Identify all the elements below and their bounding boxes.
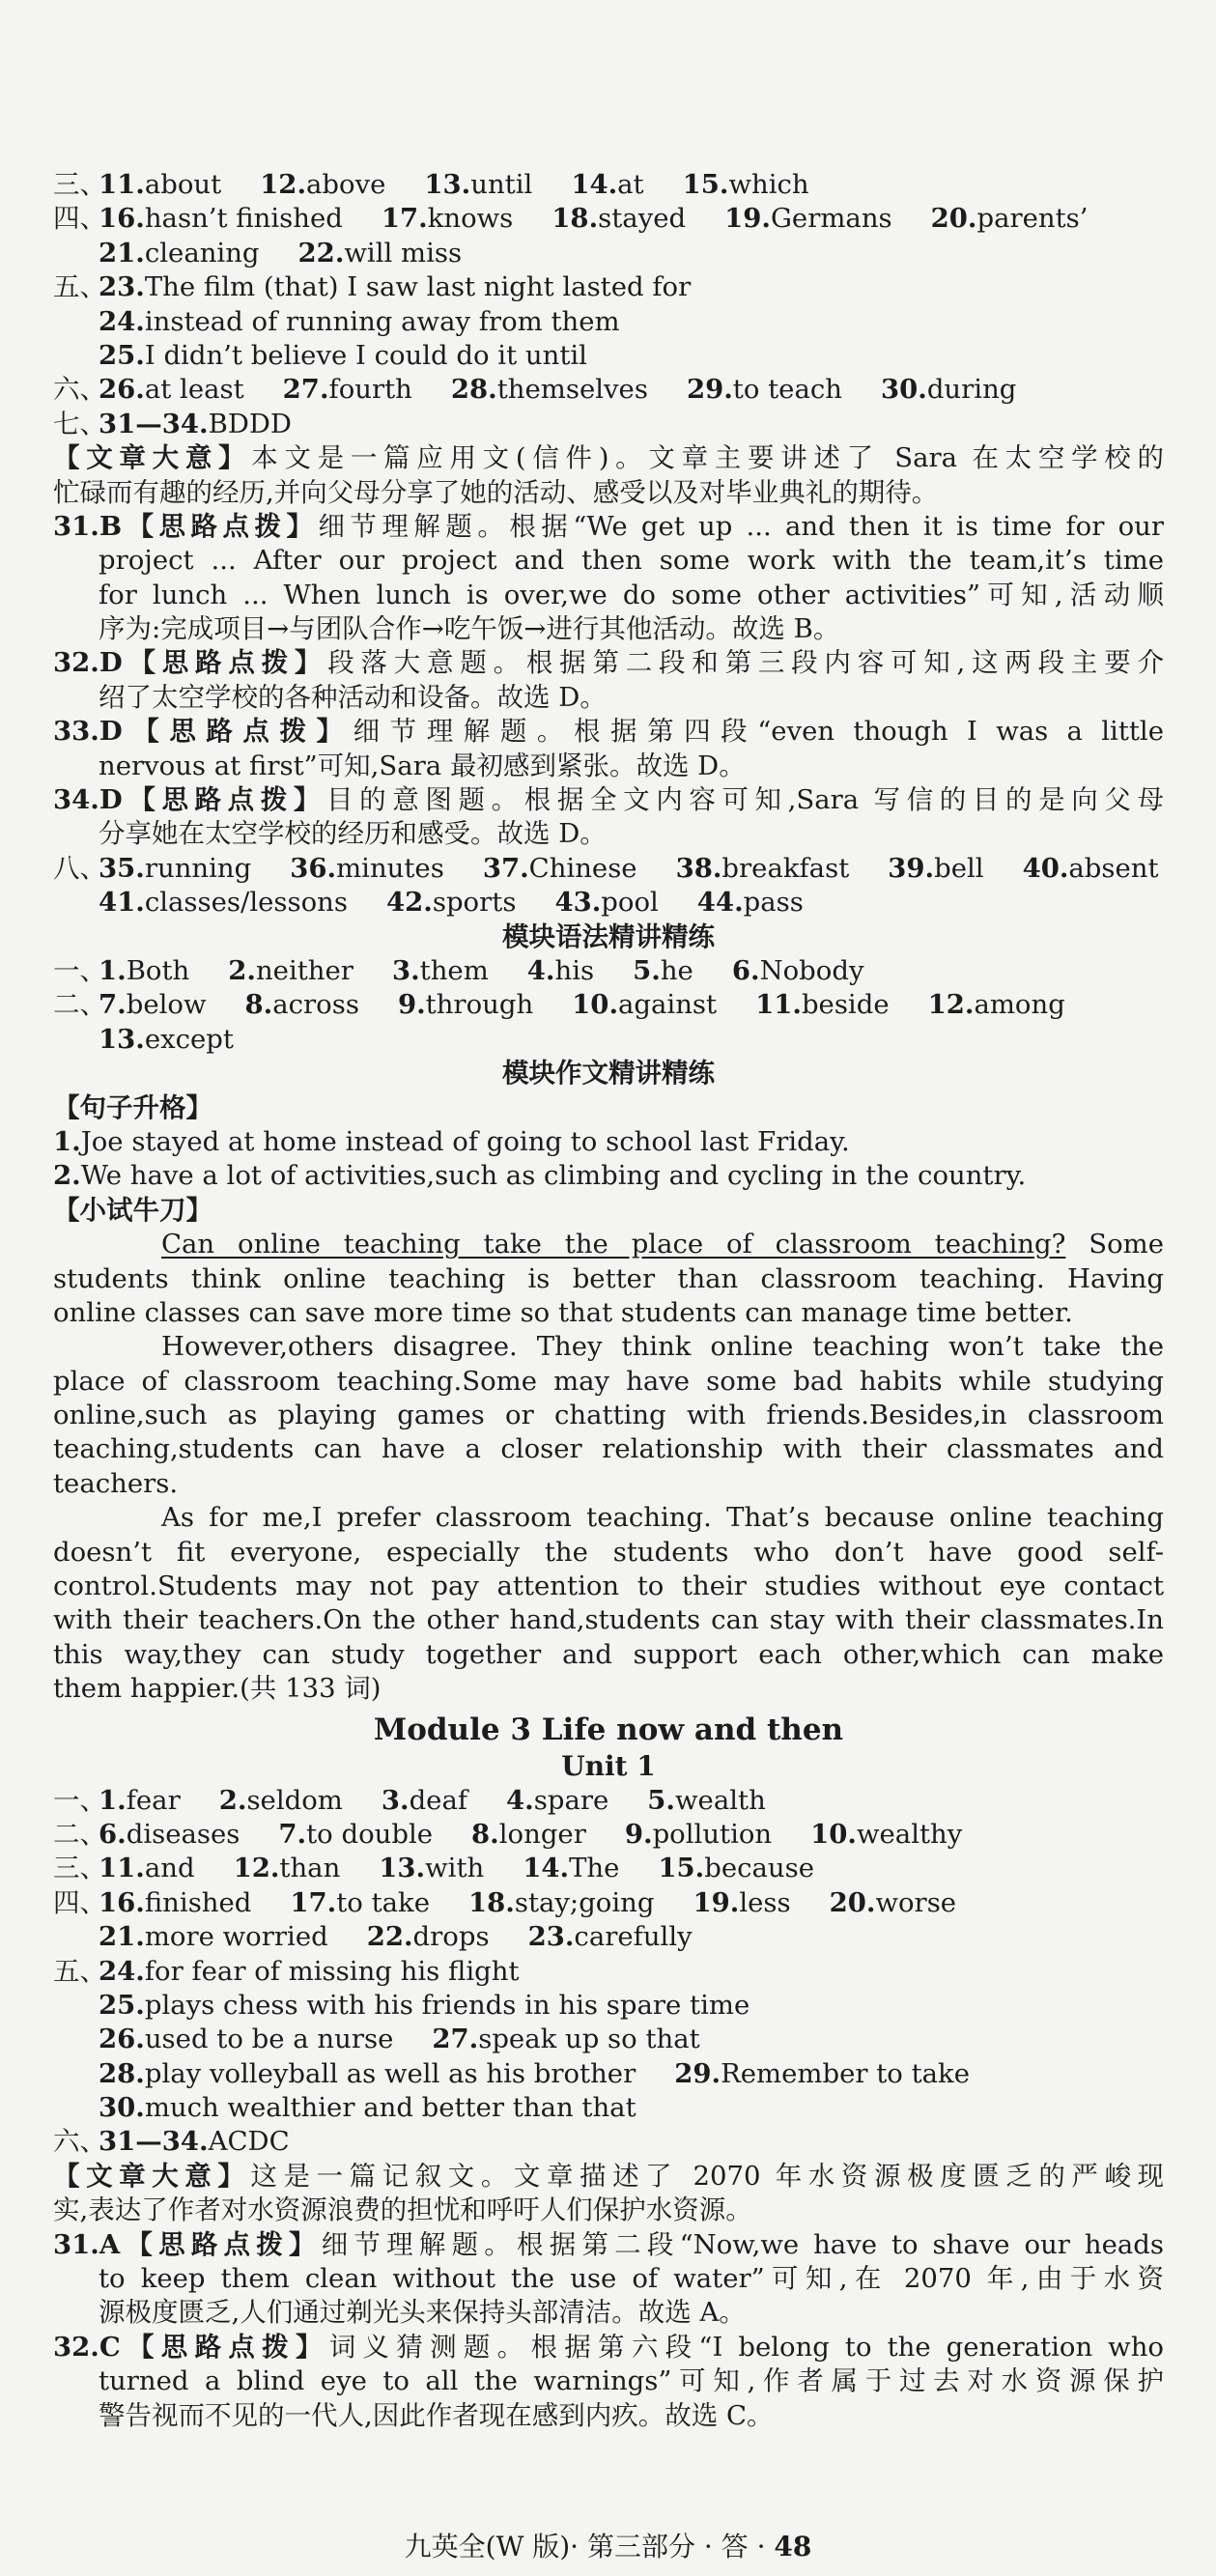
essay-line: As for me,I prefer classroom teaching. That’s because online teaching xyxy=(161,1502,1164,1534)
answer-row: 30.much wealthier and better than that xyxy=(99,2092,636,2124)
answer-item: 27.speak up so that xyxy=(432,2024,700,2055)
essay-line: online classes can save more time so that students can manage time better. xyxy=(53,1296,1073,1328)
answer-item: 1.Both xyxy=(99,954,190,986)
answer-item: 39.bell xyxy=(888,852,984,884)
answer-row xyxy=(53,1920,1164,1954)
section-label: 五、 xyxy=(53,271,106,303)
explanation: 31.B【思路点拨】细节理解题。根据“We get up ... and then it is time for our xyxy=(53,510,1164,542)
answer-item: 8.across xyxy=(244,989,359,1021)
answer-item: 17.to take xyxy=(290,1886,430,1918)
answer-item: 19.less xyxy=(693,1886,791,1918)
passage-summary: 忙碌而有趣的经历,并向父母分享了她的活动、感受以及对毕业典礼的期待。 xyxy=(53,476,939,508)
essay-line: students think online teaching is better than classroom teaching. Having xyxy=(53,1262,1164,1294)
answer-item: 5.wealth xyxy=(647,1784,766,1816)
section-heading: 模块作文精讲精练 xyxy=(502,1058,715,1090)
section-label: 三、 xyxy=(53,1853,106,1884)
section-label: 六、 xyxy=(53,374,106,406)
answer-item: 12.among xyxy=(927,989,1065,1021)
answer-item: 1.fear xyxy=(99,1784,181,1816)
answer-item: 11.and xyxy=(99,1853,195,1884)
answer-item: 28.play volleyball as well as his brother xyxy=(99,2057,636,2089)
answer-item: 18.stay;going xyxy=(467,1886,655,1918)
answer-row xyxy=(53,202,1164,236)
answer-item: 12.above xyxy=(260,169,386,200)
answer-item: 6.diseases xyxy=(99,1818,240,1850)
answer-item: 12.than xyxy=(233,1853,341,1884)
essay-line: with their teachers.On the other hand,students can stay with their classmates.In xyxy=(53,1604,1164,1636)
section-label: 四、 xyxy=(53,203,106,235)
answer-item: 23.carefully xyxy=(527,1921,693,1953)
explanation: 警告视而不见的一代人,因此作者现在感到内疚。故选 C。 xyxy=(99,2399,774,2431)
answer-item: 29.Remember to take xyxy=(674,2057,970,2089)
passage-summary: 实,表达了作者对水资源浪费的担忧和呼吁人们保护水资源。 xyxy=(53,2194,752,2226)
answer-item: 4.his xyxy=(526,954,595,986)
answer-row xyxy=(53,954,1164,988)
answer-row xyxy=(53,886,1164,920)
answer-item: 21.more worried xyxy=(99,1921,328,1953)
answer-item: 30.during xyxy=(880,374,1017,406)
explanation: 32.D【思路点拨】段落大意题。根据第二段和第三段内容可知,这两段主要介 xyxy=(53,647,1164,679)
answer-row: 五、23.The film (that) I saw last night lasted for xyxy=(53,270,1164,304)
answer-item: 2.neither xyxy=(228,954,353,986)
answer-item: 14.at xyxy=(571,169,644,200)
answer-row: 13.except xyxy=(99,1023,234,1055)
answer-row xyxy=(53,852,1164,886)
answer-item: 8.longer xyxy=(471,1818,586,1850)
subsection-tag: 【句子升格】 xyxy=(53,1091,212,1123)
unit-title: Unit 1 xyxy=(561,1749,656,1782)
answer-row xyxy=(53,168,1164,202)
answer-row xyxy=(53,2023,1164,2056)
section-label: 一、 xyxy=(53,954,106,986)
module-title: Module 3 Life now and then xyxy=(373,1712,844,1747)
answer-item: 16.finished xyxy=(99,1886,252,1918)
answer-item: 38.breakfast xyxy=(675,852,850,884)
answer-item: 22.drops xyxy=(366,1921,490,1953)
answer-item: 43.pool xyxy=(554,887,659,919)
answer-item: 16.hasn’t finished xyxy=(99,203,343,235)
answer-item: 2.seldom xyxy=(218,1784,343,1816)
answer-item: 40.absent xyxy=(1022,852,1159,884)
answer-item: 13.until xyxy=(424,169,533,200)
answer-row xyxy=(53,373,1164,407)
answer-item: 17.knows xyxy=(381,203,514,235)
answer-item: 9.through xyxy=(397,989,534,1021)
sentence-answer: 1.Joe stayed at home instead of going to school last Friday. xyxy=(53,1125,850,1157)
essay-line: Can online teaching take the place of classroom teaching? Some xyxy=(161,1229,1164,1260)
answer-item: 20.parents’ xyxy=(930,203,1089,235)
answer-item: 5.he xyxy=(633,954,693,986)
essay-line: control.Students may not pay attention to their studies without eye contact xyxy=(53,1571,1164,1602)
answer-item: 3.them xyxy=(391,954,489,986)
answer-item: 7.below xyxy=(99,989,207,1021)
section-label: 五、 xyxy=(53,1955,106,1987)
answer-content xyxy=(53,168,1164,2433)
sentence-answer: 2.We have a lot of activities,such as climbing and cycling in the country. xyxy=(53,1160,1027,1192)
section-label: 三、 xyxy=(53,169,106,200)
section-label: 八、 xyxy=(53,852,106,884)
section-heading: 模块语法精讲精练 xyxy=(502,920,715,952)
explanation: 绍了太空学校的各种活动和设备。故选 D。 xyxy=(99,681,607,713)
answer-item: 28.themselves xyxy=(450,374,648,406)
answer-item: 42.sports xyxy=(386,887,517,919)
answer-row: 七、31—34.BDDD xyxy=(53,408,1164,441)
page-footer: 九英全(W 版)· 第三部分 · 答 · 48 xyxy=(404,2531,812,2562)
explanation: nervous at first”可知,Sara 最初感到紧张。故选 D。 xyxy=(99,750,746,781)
explanation: 序为:完成项目→与团队合作→吃午饭→进行其他活动。故选 B。 xyxy=(99,613,840,645)
essay-line: online,such as playing games or chatting with friends.Besides,in classroom xyxy=(53,1400,1164,1431)
answer-item: 13.with xyxy=(379,1853,485,1884)
section-label: 一、 xyxy=(53,1784,106,1816)
answer-item: 3.deaf xyxy=(381,1784,468,1816)
answer-item: 20.worse xyxy=(829,1886,957,1918)
essay-line: teachers. xyxy=(53,1467,179,1499)
answer-item: 4.spare xyxy=(506,1784,609,1816)
section-label: 二、 xyxy=(53,1818,106,1850)
answer-item: 9.pollution xyxy=(624,1818,773,1850)
answer-item: 37.Chinese xyxy=(482,852,637,884)
explanation: 34.D【思路点拨】目的意图题。根据全文内容可知,Sara 写信的目的是向父母 xyxy=(53,784,1164,816)
answer-item: 27.fourth xyxy=(282,374,412,406)
answer-item: 35.running xyxy=(99,852,252,884)
answer-item: 15.because xyxy=(658,1853,815,1884)
answer-item: 41.classes/lessons xyxy=(99,887,348,919)
answer-row xyxy=(53,237,1164,270)
answer-item: 10.against xyxy=(572,989,718,1021)
answer-item: 29.to teach xyxy=(686,374,842,406)
essay-line: this way,they can study together and support each other,which can make xyxy=(53,1638,1164,1670)
answer-row xyxy=(53,2057,1164,2091)
section-label: 四、 xyxy=(53,1886,106,1918)
essay-line: them happier.(共 133 词) xyxy=(53,1673,382,1705)
section-label: 七、 xyxy=(53,408,106,439)
explanation: 分享她在太空学校的经历和感受。故选 D。 xyxy=(99,818,607,850)
answer-item: 15.which xyxy=(682,169,809,200)
essay-line: However,others disagree. They think online teaching won’t take the xyxy=(161,1331,1164,1363)
subsection-tag: 【小试牛刀】 xyxy=(53,1194,212,1226)
answer-item: 10.wealthy xyxy=(810,1818,963,1850)
explanation: 源极度匮乏,人们通过剃光头来保持头部清洁。故选 A。 xyxy=(99,2297,746,2329)
explanation: 32.C【思路点拨】词义猜测题。根据第六段“I belong to the generation who xyxy=(53,2331,1164,2363)
essay-line: teaching,students can have a closer relationship with their classmates and xyxy=(53,1433,1164,1465)
explanation: 31.A【思路点拨】细节理解题。根据第二段“Now,we have to shave our heads xyxy=(53,2228,1164,2260)
answer-item: 11.beside xyxy=(755,989,890,1021)
explanation: to keep them clean without the use of water”可知,在 2070 年,由于水资 xyxy=(99,2263,1164,2295)
answer-row xyxy=(53,1852,1164,1885)
section-label: 六、 xyxy=(53,2126,106,2158)
passage-summary: 【文章大意】这是一篇记叙文。文章描述了 2070 年水资源极度匮乏的严峻现 xyxy=(53,2160,1164,2192)
essay-line: doesn’t fit everyone, especially the students who don’t have good self- xyxy=(53,1536,1164,1568)
answer-row: 24.instead of running away from them xyxy=(99,305,620,337)
explanation: turned a blind eye to all the warnings”可知,作者属于过去对水资源保护 xyxy=(99,2365,1164,2397)
answer-row xyxy=(53,988,1164,1022)
explanation: for lunch ... When lunch is over,we do some other activities”可知,活动顺 xyxy=(99,579,1164,610)
answer-row: 五、24.for fear of missing his flight xyxy=(53,1955,1164,1989)
passage-summary: 【文章大意】本文是一篇应用文(信件)。文章主要讲述了 Sara 在太空学校的 xyxy=(53,442,1164,474)
answer-item: 19.Germans xyxy=(724,203,892,235)
answer-row xyxy=(53,1818,1164,1852)
essay-line: place of classroom teaching.Some may have some bad habits while studying xyxy=(53,1365,1164,1397)
answer-item: 6.Nobody xyxy=(731,954,864,986)
answer-item: 26.used to be a nurse xyxy=(99,2024,394,2055)
answer-item: 26.at least xyxy=(99,374,244,406)
answer-row: 25.plays chess with his friends in his spare time xyxy=(99,1989,750,2021)
answer-row: 25.I didn’t believe I could do it until xyxy=(99,339,587,371)
explanation: 33.D【思路点拨】细节理解题。根据第四段“even though I was a little xyxy=(53,716,1164,748)
answer-item: 44.pass xyxy=(696,887,804,919)
explanation: project ... After our project and then some work with the team,it’s time xyxy=(99,545,1164,577)
answer-item: 11.about xyxy=(99,169,222,200)
answer-row xyxy=(53,1784,1164,1818)
answer-row: 六、31—34.ACDC xyxy=(53,2125,1164,2159)
answer-item: 21.cleaning xyxy=(99,237,260,269)
answer-item: 36.minutes xyxy=(290,852,444,884)
answer-item: 18.stayed xyxy=(551,203,687,235)
answer-row xyxy=(53,1886,1164,1920)
answer-item: 14.The xyxy=(523,1853,620,1884)
section-label: 二、 xyxy=(53,989,106,1021)
answer-item: 7.to double xyxy=(278,1818,434,1850)
answer-item: 22.will miss xyxy=(297,237,463,269)
